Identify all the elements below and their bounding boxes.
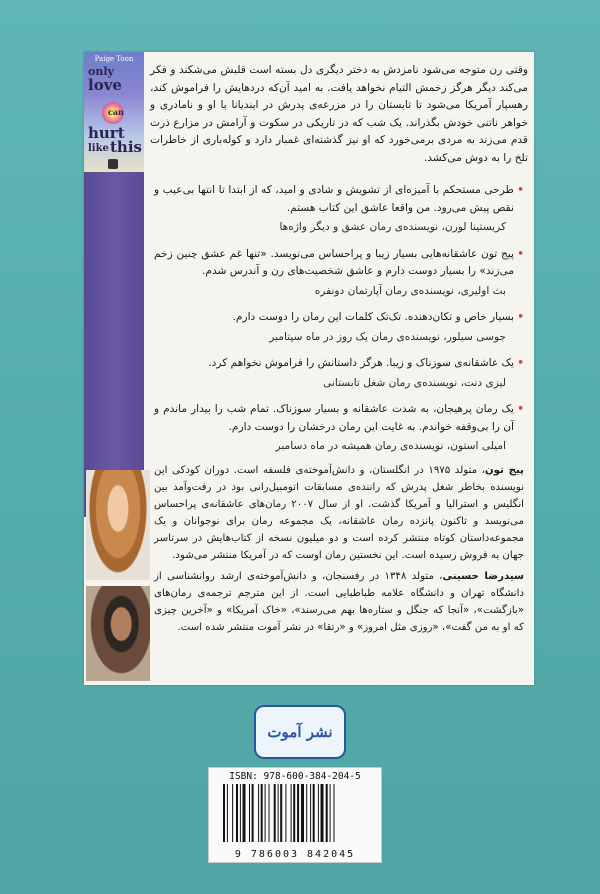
barcode-icon [223,784,367,842]
author-name: پیج تون [484,465,524,476]
review-quote [154,355,524,392]
isbn-barcode-box [208,767,382,863]
quote-text: بسیار خاص و تکان‌دهنده. تک‌تک کلمات این رمان را دوست دارم. [232,311,514,323]
author-bio [154,462,524,564]
quote-text: یک رمان پرهیجان، به شدت عاشقانه و بسیار سوزناک. تمام شب را بیدار ماندم و آن را بی‌وقفه خواندم. به غایت این رمان درخشان را دوست دارم. [154,403,514,433]
thumbnail-title-word: hurt [88,124,125,142]
thumbnail-author: Paige Toon [94,55,134,63]
quote-attribution: بث اولیری، نویسنده‌ی رمان آپارتمان دونفره [314,284,506,297]
author-bio-text: ، متولد ۱۹۷۵ در انگلستان، و دانش‌آموخته‌ی فلسفه است. دوران کودکی این نویسنده بخاطر شغل پدرش که راننده‌ی مسابقات اتومبیل‌رانی بود در رفت‌وآمد بین انگلیس و استرالیا و آمریکا گذشت. او از سال ۲۰۰۷ رمان‌های عاشقانه‌ی پراحساس می‌نویسد و تاکنون پانزده رمان عاشقانه، یک مجموعه رمان برای نوجوانان و یک مجموعه‌داستان کوتاه منتشر کرده است و دو میلیون نسخه از کتاب‌هایش در سرتاسر جهان به فروش رسیده است. این نخستین رمان اوست که در آمریکا منتشر می‌شود. [154,465,524,561]
thumbnail-title-word: love [88,76,122,94]
author-translator-bios [154,462,524,640]
quote-text: طرحی مستحکم با آمیزه‌ای از تشویش و شادی و امید، که از ابتدا تا انتها بی‌عیب و نقص پیش می‌رود. من واقعا عاشق این کتاب هستم. [154,184,514,214]
translator-photo [86,586,150,681]
translator-bio [154,568,524,636]
barcode-number: 9 786003 842045 [234,849,356,860]
bullet-icon: • [517,184,524,196]
decorative-purple-strip [84,172,144,517]
review-quote [154,182,524,237]
bullet-icon: • [517,311,524,323]
translator-bio-text: ، متولد ۱۳۴۸ در رفسنجان، و دانش‌آموخته‌ی ارشد روانشناسی از دانشگاه تهران و دانشگاه علامه طباطبایی است. از این مترجم ترجمه‌ی رمان‌های «بازگشت»، «آنجا که جنگل و ستاره‌ها بهم می‌رسند»، «خاک آمریکا» و «آخرین چیزی که او به من گفت»، «روزی مثل امروز» و «رتقا» در نشر آموت منتشر شده است. [154,571,524,633]
book-cover-thumbnail [84,52,144,172]
review-quote [154,309,524,346]
publisher-logo-text: نشر آموت [267,723,333,741]
quote-attribution: لیزی دنت، نویسنده‌ی رمان شغل تابستانی [323,376,506,389]
bullet-icon: • [517,357,524,369]
isbn-label: ISBN: 978-600-384-204-5 [229,771,361,782]
thumbnail-title-word: this [110,138,142,156]
quote-text: پیج تون عاشقانه‌هایی بسیار زیبا و پراحساس می‌نویسد. «تنها غم عشق چنین زخم می‌زند» را بسیار دوست دارم و عاشق شخصیت‌های رن و آندرس شدم. [154,247,514,277]
thumbnail-title-word: can [108,107,124,117]
review-quote [154,246,524,301]
thumbnail-title-word: only [88,65,114,78]
review-quote [154,401,524,456]
publisher-logo [254,705,346,759]
bullet-icon: • [517,247,524,260]
quote-attribution: کریستینا لورن، نویسنده‌ی رمان عشق و دیگر واژه‌ها [279,221,506,233]
thumbnail-title-word: like [88,143,109,154]
book-synopsis: وقتی رن متوجه می‌شود نامزدش به دختر دیگری دل بسته است قلبش می‌شکند و فکر می‌کند دیگر هرگز زخمش التیام نخواهد یافت. به امید آن‌که دردهایش را فراموش کند، رهسپار آمریکا می‌شود تا تابستان را در مزرعه‌ی پدرش در ایندیانا با او و نامادری و خواهر ناتنی خودش بگذراند. یک شب که در تاریکی در سکوت و آرامش در مزارع ذرت قدم می‌زند به مردی برمی‌خورد که او نیز گذشته‌ای غمبار دارد و کوله‌باری از خاطرات تلخ را به دوش می‌کشد. [150,64,528,164]
quote-text: یک عاشقانه‌ی سوزناک و زیبا. هرگز داستانش را فراموش نخواهم کرد. [208,357,514,369]
quote-attribution: امیلی استون، نویسنده‌ی رمان همیشه در ماه دسامبر [275,440,506,452]
translator-name: سیدرضا حسینی [442,571,525,582]
back-cover-panel [84,52,534,685]
quote-attribution: جوسی سیلور، نویسنده‌ی رمان یک روز در ماه سپتامبر [269,330,506,343]
penguin-logo-icon [108,159,118,169]
bullet-icon: • [517,403,524,415]
author-photo [86,470,150,580]
